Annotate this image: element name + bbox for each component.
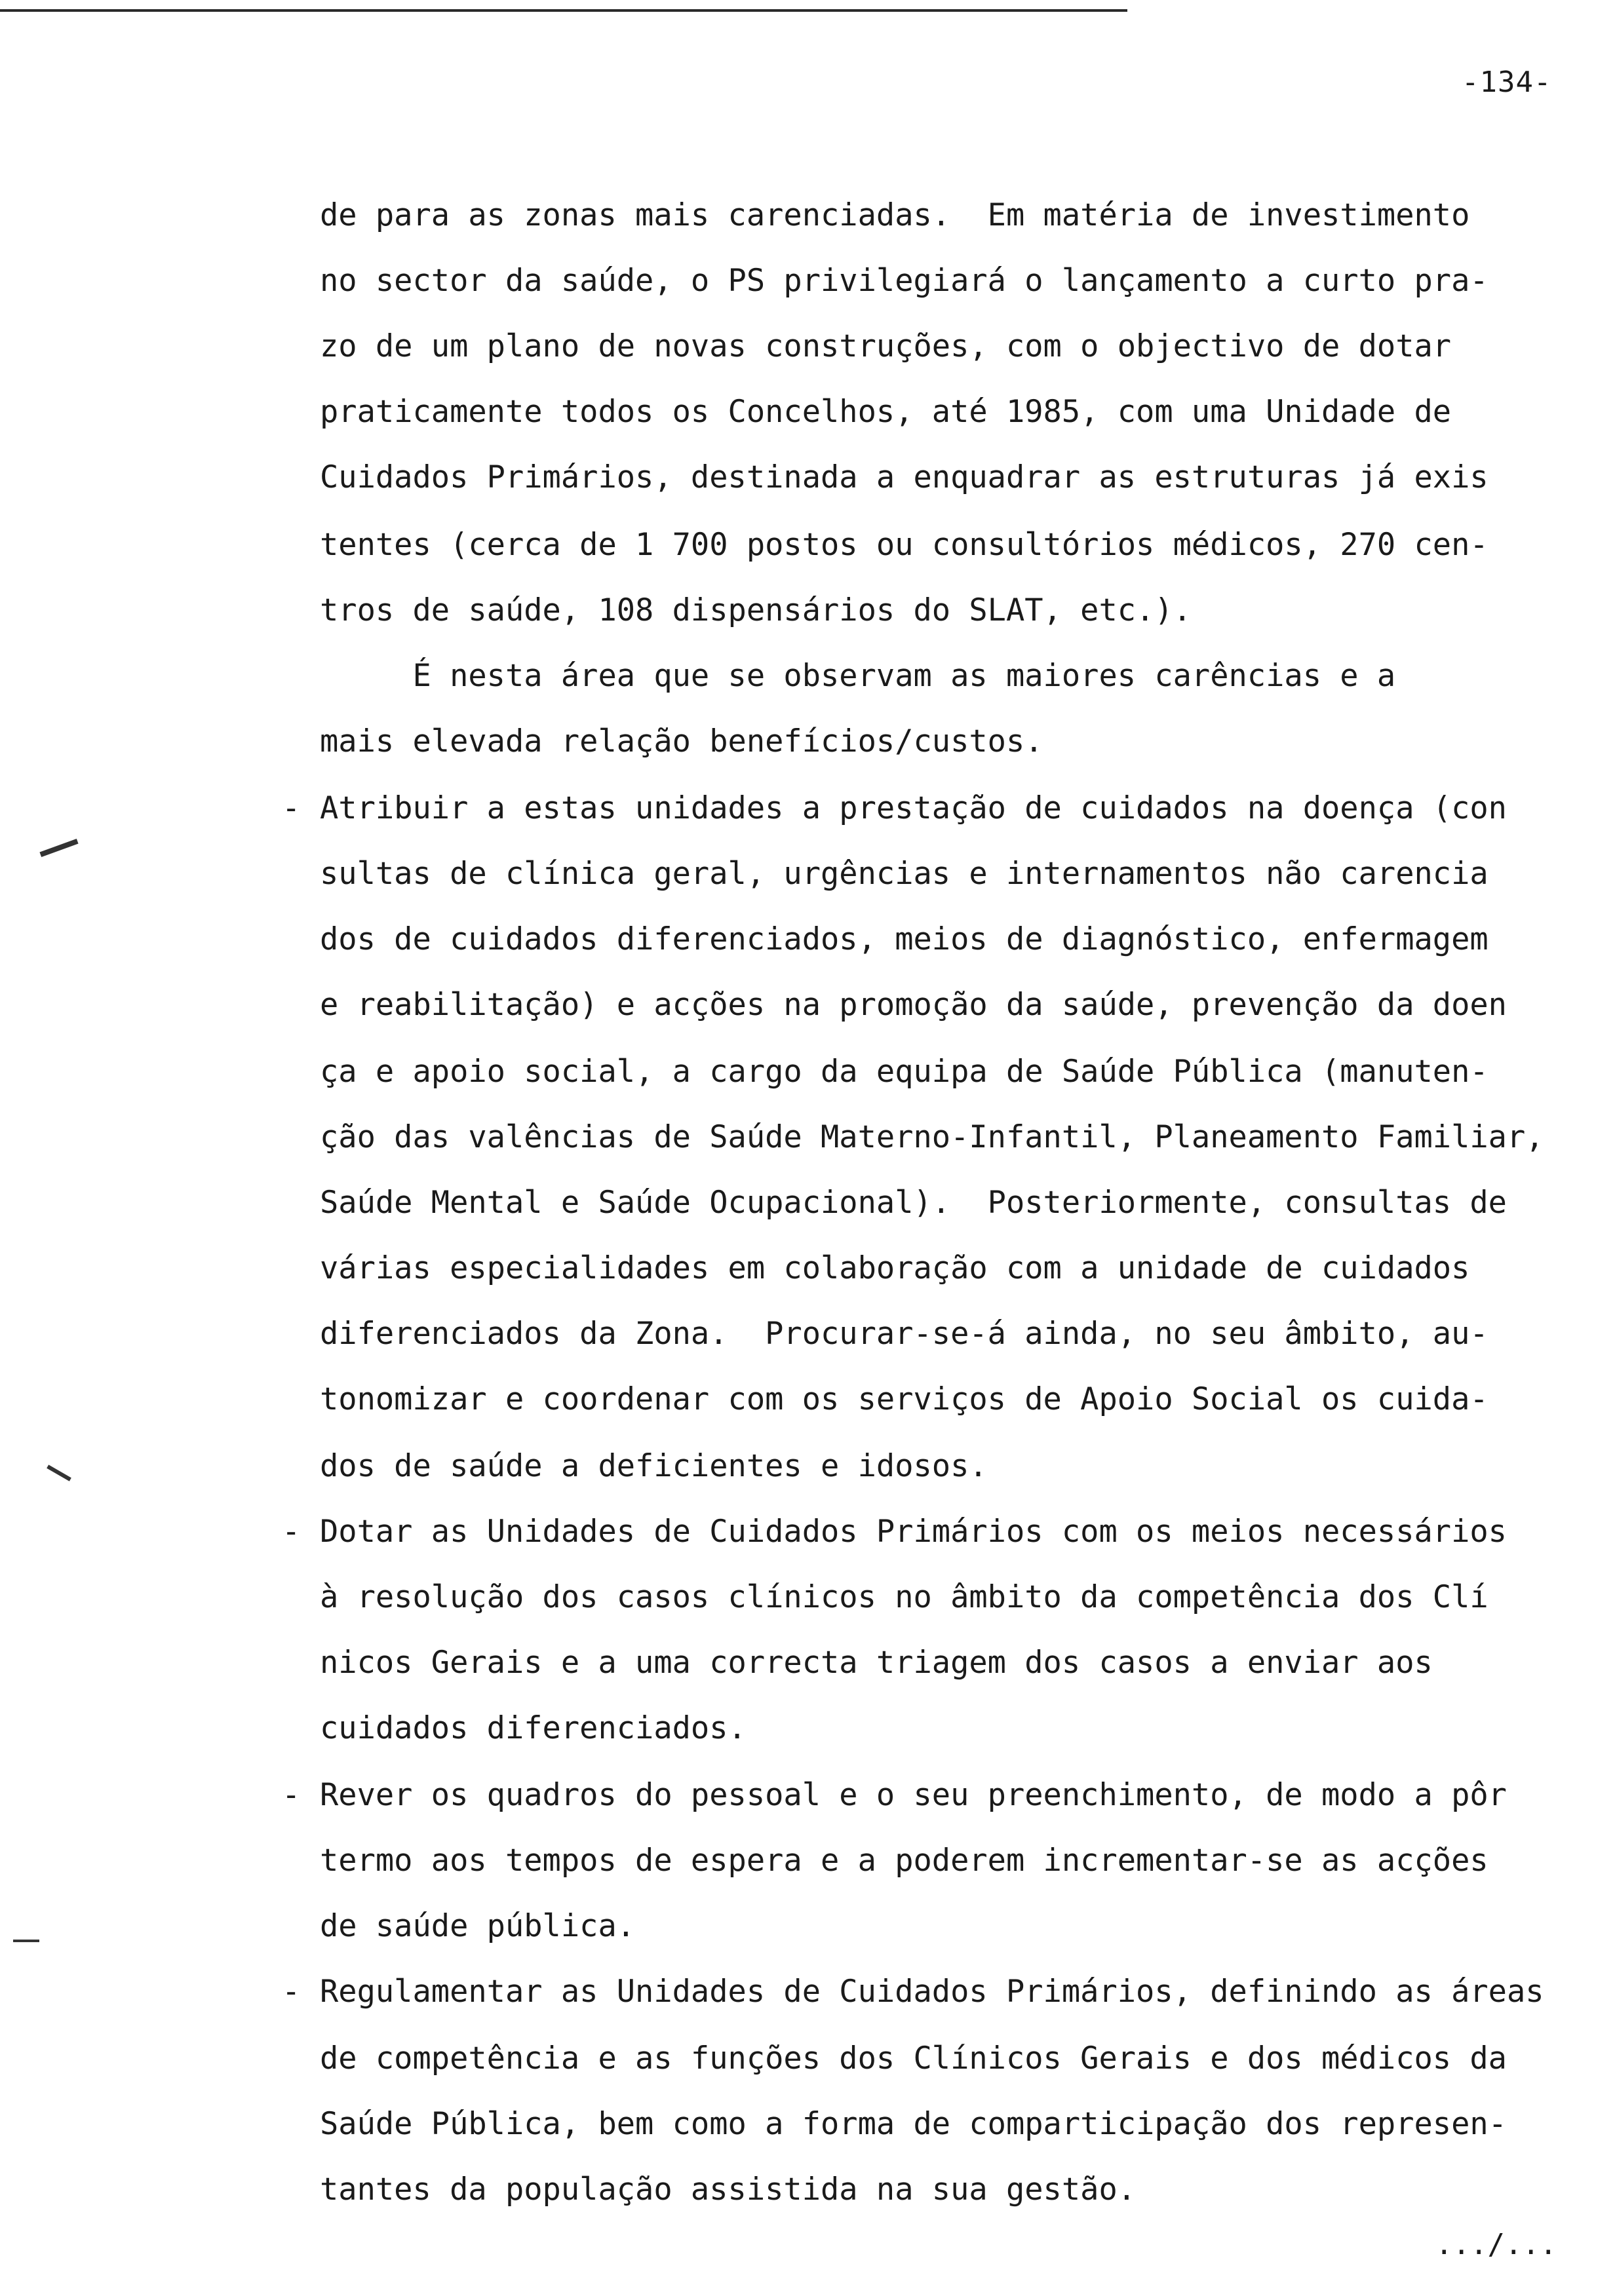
text-line: sultas de clínica geral, urgências e internamentos não carencia [320, 856, 1489, 892]
list-dash: - [282, 1777, 301, 1813]
text-line: várias especialidades em colaboração com a unidade de cuidados [320, 1250, 1470, 1286]
text-line: e reabilitação) e acções na promoção da saúde, prevenção da doen [320, 987, 1507, 1023]
text-line: Regulamentar as Unidades de Cuidados Primários, definindo as áreas [320, 1974, 1544, 2010]
text-line: tonomizar e coordenar com os serviços de Apoio Social os cuida- [320, 1381, 1489, 1417]
text-line: zo de um plano de novas construções, com o objectivo de dotar [320, 328, 1452, 364]
text-line: tentes (cerca de 1 700 postos ou consultórios médicos, 270 cen- [320, 527, 1489, 563]
text-line: dos de saúde a deficientes e idosos. [320, 1448, 988, 1484]
text-line: mais elevada relação benefícios/custos. [320, 723, 1043, 759]
scan-artifact [39, 839, 78, 857]
text-line: É nesta área que se observam as maiores carências e a [320, 658, 1396, 694]
text-line: nicos Gerais e a uma correcta triagem dos casos a enviar aos [320, 1645, 1433, 1681]
text-line: praticamente todos os Concelhos, até 1985, com uma Unidade de [320, 394, 1452, 430]
text-line: no sector da saúde, o PS privilegiará o lançamento a curto pra- [320, 263, 1489, 299]
scan-artifact [13, 1940, 39, 1942]
text-line: Saúde Mental e Saúde Ocupacional). Posteriormente, consultas de [320, 1185, 1507, 1221]
text-line: Dotar as Unidades de Cuidados Primários com os meios necessários [320, 1514, 1507, 1550]
text-line: de competência e as funções dos Clínicos Gerais e dos médicos da [320, 2040, 1507, 2076]
text-line: tantes da população assistida na sua gestão. [320, 2172, 1137, 2208]
text-line: ção das valências de Saúde Materno-Infantil, Planeamento Familiar, [320, 1119, 1544, 1155]
text-line: Atribuir a estas unidades a prestação de cuidados na doença (con [320, 790, 1507, 826]
text-line: cuidados diferenciados. [320, 1710, 747, 1746]
list-dash: - [282, 1514, 301, 1550]
text-line: de saúde pública. [320, 1908, 636, 1944]
text-line: Saúde Pública, bem como a forma de comparticipação dos represen- [320, 2106, 1507, 2142]
text-line: de para as zonas mais carenciadas. Em matéria de investimento [320, 197, 1470, 233]
text-line: Rever os quadros do pessoal e o seu preenchimento, de modo a pôr [320, 1777, 1507, 1813]
text-line: tros de saúde, 108 dispensários do SLAT, etc.). [320, 592, 1192, 628]
list-dash: - [282, 1974, 301, 2010]
text-line: ça e apoio social, a cargo da equipa de Saúde Pública (manuten- [320, 1054, 1489, 1090]
text-line: Cuidados Primários, destinada a enquadrar as estruturas já exis [320, 459, 1489, 495]
text-line: diferenciados da Zona. Procurar-se-á ainda, no seu âmbito, au- [320, 1316, 1489, 1352]
text-line: à resolução dos casos clínicos no âmbito da competência dos Clí [320, 1579, 1489, 1615]
continuation-mark: .../... [1435, 2228, 1557, 2261]
top-scan-rule [0, 9, 1127, 12]
text-line: dos de cuidados diferenciados, meios de diagnóstico, enfermagem [320, 921, 1489, 957]
scan-artifact [47, 1464, 71, 1481]
list-dash: - [282, 790, 301, 826]
page-number: -134- [1462, 66, 1552, 99]
text-line: termo aos tempos de espera e a poderem incrementar-se as acções [320, 1843, 1489, 1879]
